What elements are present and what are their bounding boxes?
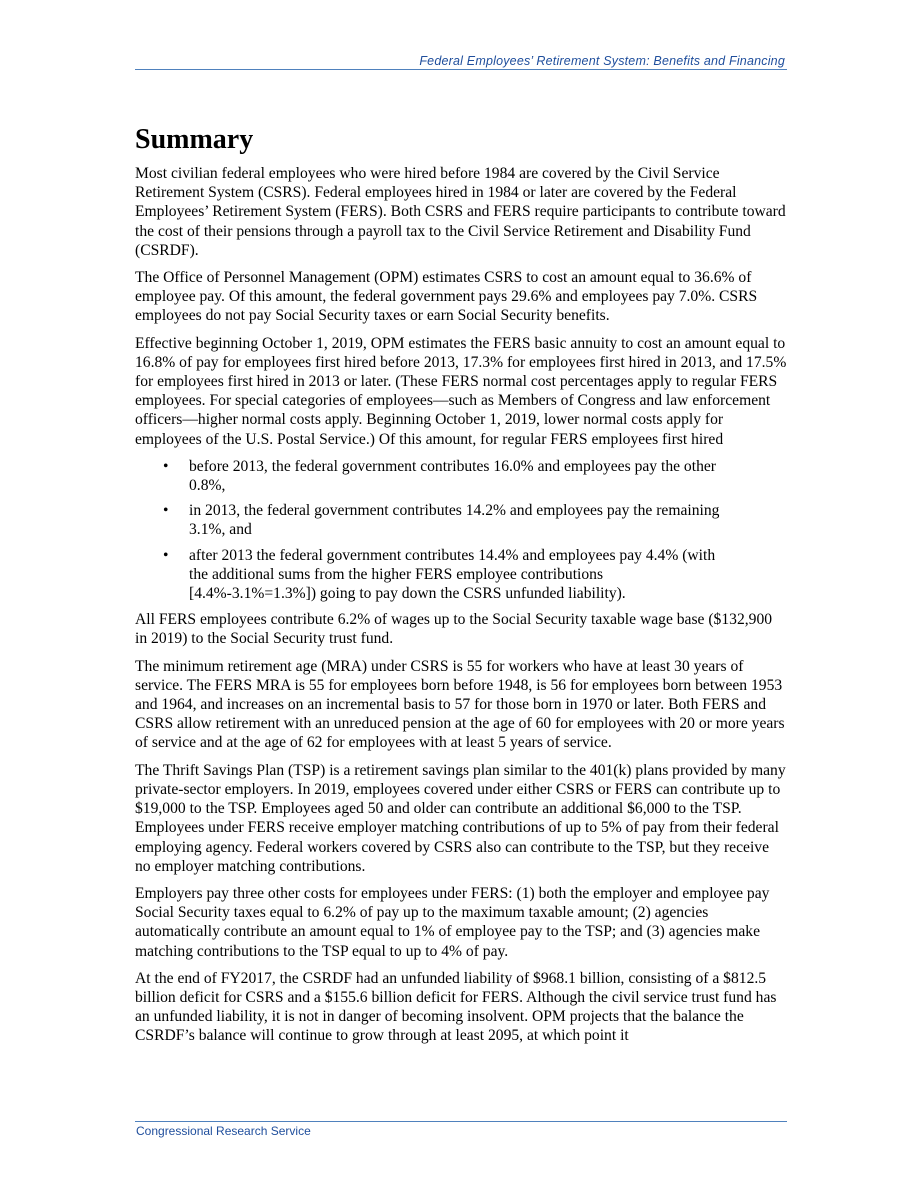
list-item-text: in 2013, the federal government contributes 14.2% and employees pay the remaining 3.1%, and xyxy=(189,502,720,539)
footer-publisher: Congressional Research Service xyxy=(136,1124,311,1138)
paragraph: The Office of Personnel Management (OPM) estimates CSRS to cost an amount equal to 36.6% of employee pay. Of this amount, the federal government pays 29.6% and employees pay 7.0%. CSRS employees do not pay Social Security taxes or earn Social Security benefits. xyxy=(135,269,758,325)
paragraph: The Thrift Savings Plan (TSP) is a retirement savings plan similar to the 401(k) plans provided by many private-sector employers. In 2019, employees covered under either CSRS or FERS can contribute up to $19,000 to the TSP. Employees aged 50 and older can contribute an additional $6,000 to the TSP. Employees under FERS receive employer matching contributions of up to 5% of pay from their federal employing agency. Federal workers covered by CSRS also can contribute to the TSP, but they receive no employer matching contributions. xyxy=(135,761,786,875)
list-item xyxy=(135,546,787,604)
bullet-icon: • xyxy=(163,457,169,475)
page-content xyxy=(135,122,787,1054)
list-item xyxy=(135,501,787,539)
paragraph: At the end of FY2017, the CSRDF had an unfunded liability of $968.1 billion, consisting of a $812.5 billion deficit for CSRS and a $155.6 billion deficit for FERS. Although the civil service trust fund has an unfunded liability, it is not in danger of becoming insolvent. OPM projects that the balance the CSRDF’s balance will continue to grow through at least 2095, at which point it xyxy=(135,969,777,1045)
header-rule xyxy=(135,69,787,70)
bullet-icon: • xyxy=(163,502,169,520)
footer-rule xyxy=(135,1121,787,1122)
paragraph: The minimum retirement age (MRA) under CSRS is 55 for workers who have at least 30 years of service. The FERS MRA is 55 for employees born before 1948, is 56 for employees born between 1953 and 1964, and increases on an incremental basis to 57 for those born in 1970 or later. Both FERS and CSRS allow retirement with an unreduced pension at the age of 60 for employees with 20 or more years of service and at the age of 62 for employees with at least 5 years of service. xyxy=(135,657,785,752)
paragraph: Effective beginning October 1, 2019, OPM estimates the FERS basic annuity to cost an amount equal to 16.8% of pay for employees first hired before 2013, 17.3% for employees first hired in 2013, and 17.5% for employees first hired in 2013 or later. (These FERS normal cost percentages apply to regular FERS employees. For special categories of employees—such as Members of Congress and law enforcement officers—higher normal costs apply. Beginning October 1, 2019, lower normal costs apply for employees of the U.S. Postal Service.) Of this amount, for regular FERS employees first hired xyxy=(135,334,787,448)
list-item xyxy=(135,457,787,495)
list-item-text: before 2013, the federal government contributes 16.0% and employees pay the other 0.8%, xyxy=(189,457,716,495)
paragraph: Most civilian federal employees who were hired before 1984 are covered by the Civil Service Retirement System (CSRS). Federal employees hired in 1984 or later are covered by the Federal Employees’ Retirement System (FERS). Both CSRS and FERS require participants to contribute toward the cost of their pensions through a payroll tax to the Civil Service Retirement and Disability Fund (CSRDF). xyxy=(135,165,786,259)
list-item-text: after 2013 the federal government contributes 14.4% and employees pay 4.4% (with the additional sums from the higher FERS employee contributions [4.4%-3.1%=1.3%]) going to pay down the CSRS unfunded liability). xyxy=(189,546,716,603)
paragraph: Employers pay three other costs for employees under FERS: (1) both the employer and employee pay Social Security taxes equal to 6.2% of pay up to the maximum taxable amount; (2) agencies automatically contribute an amount equal to 1% of employee pay to the TSP; and (3) agencies make matching contributions to the TSP equal to up to 4% of pay. xyxy=(135,884,770,960)
bullet-icon: • xyxy=(163,546,169,564)
bullet-list xyxy=(135,457,787,603)
section-title: Summary xyxy=(135,124,254,155)
running-header: Federal Employees’ Retirement System: Benefits and Financing xyxy=(419,54,785,68)
paragraph: All FERS employees contribute 6.2% of wages up to the Social Security taxable wage base ($132,900 in 2019) to the Social Security trust fund. xyxy=(135,611,773,648)
